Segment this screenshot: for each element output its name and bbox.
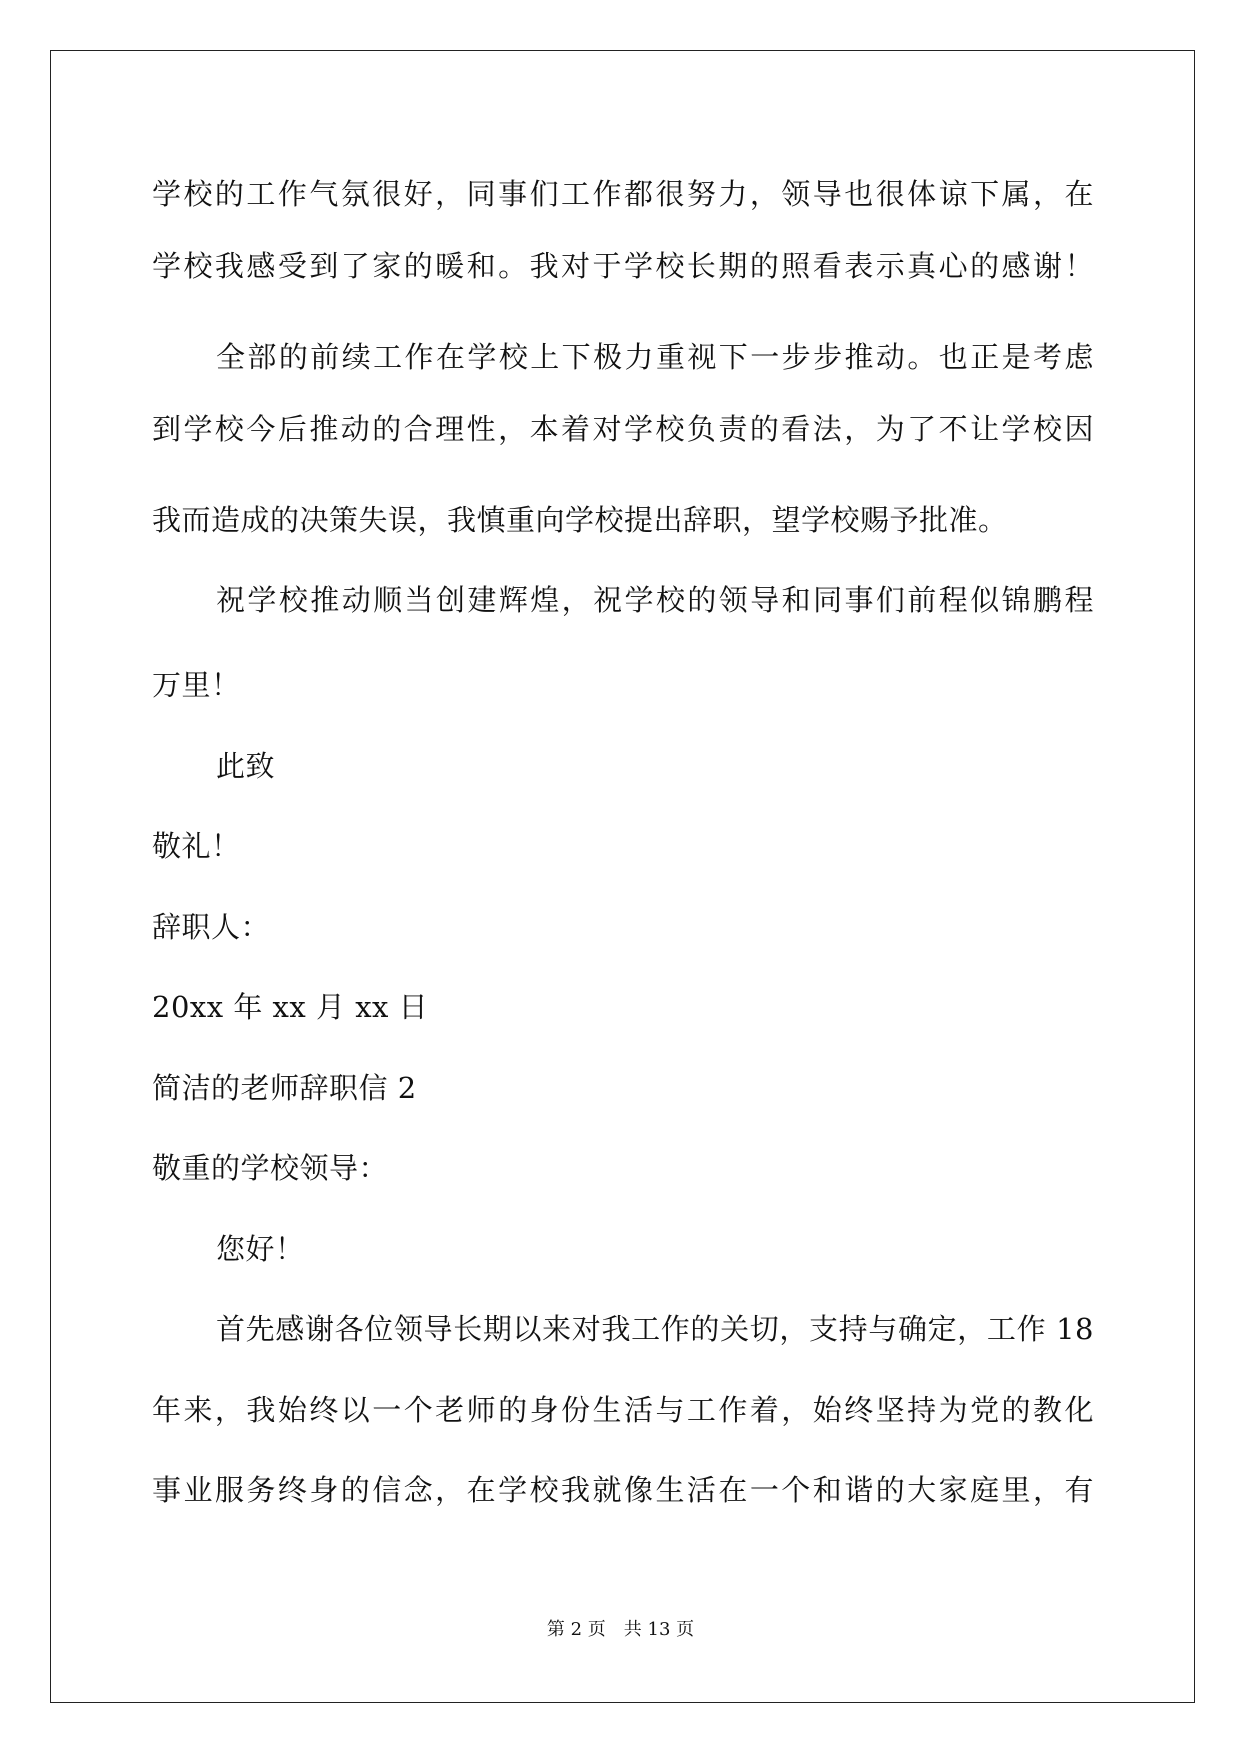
letter-greeting: 敬重的学校领导： (152, 1151, 389, 1185)
body-line-2: 学校我感受到了家的暖和。我对于学校长期的照看表示真心的感谢！ (152, 249, 1094, 283)
body-line-3: 全部的前续工作在学校上下极力重视下一步步推动。也正是考虑 (216, 340, 1094, 374)
closing-salutation: 此致 (216, 749, 276, 783)
section-title: 简洁的老师辞职信 2 (152, 1071, 417, 1105)
body-line-8: 首先感谢各位领导长期以来对我工作的关切，支持与确定，工作 18 (216, 1312, 1094, 1346)
body-line-10: 事业服务终身的信念，在学校我就像生活在一个和谐的大家庭里，有 (152, 1473, 1094, 1507)
date-line: 20xx 年 xx 月 xx 日 (152, 990, 429, 1024)
page-number-footer: 第 2 页 共 13 页 (546, 1619, 695, 1640)
body-line-9: 年来，我始终以一个老师的身份生活与工作着，始终坚持为党的教化 (152, 1393, 1094, 1427)
page-border (50, 50, 1195, 1703)
body-line-7: 万里！ (152, 668, 241, 702)
body-line-5: 我而造成的决策失误，我慎重向学校提出辞职，望学校赐予批准。 (152, 503, 1008, 537)
closing-regards: 敬礼！ (152, 829, 241, 863)
signature-label: 辞职人： (152, 910, 271, 944)
letter-hello: 您好！ (216, 1232, 305, 1266)
body-line-4: 到学校今后推动的合理性，本着对学校负责的看法，为了不让学校因 (152, 412, 1094, 446)
body-line-1: 学校的工作气氛很好，同事们工作都很努力，领导也很体谅下属，在 (152, 177, 1094, 211)
body-line-6: 祝学校推动顺当创建辉煌，祝学校的领导和同事们前程似锦鹏程 (216, 583, 1094, 617)
